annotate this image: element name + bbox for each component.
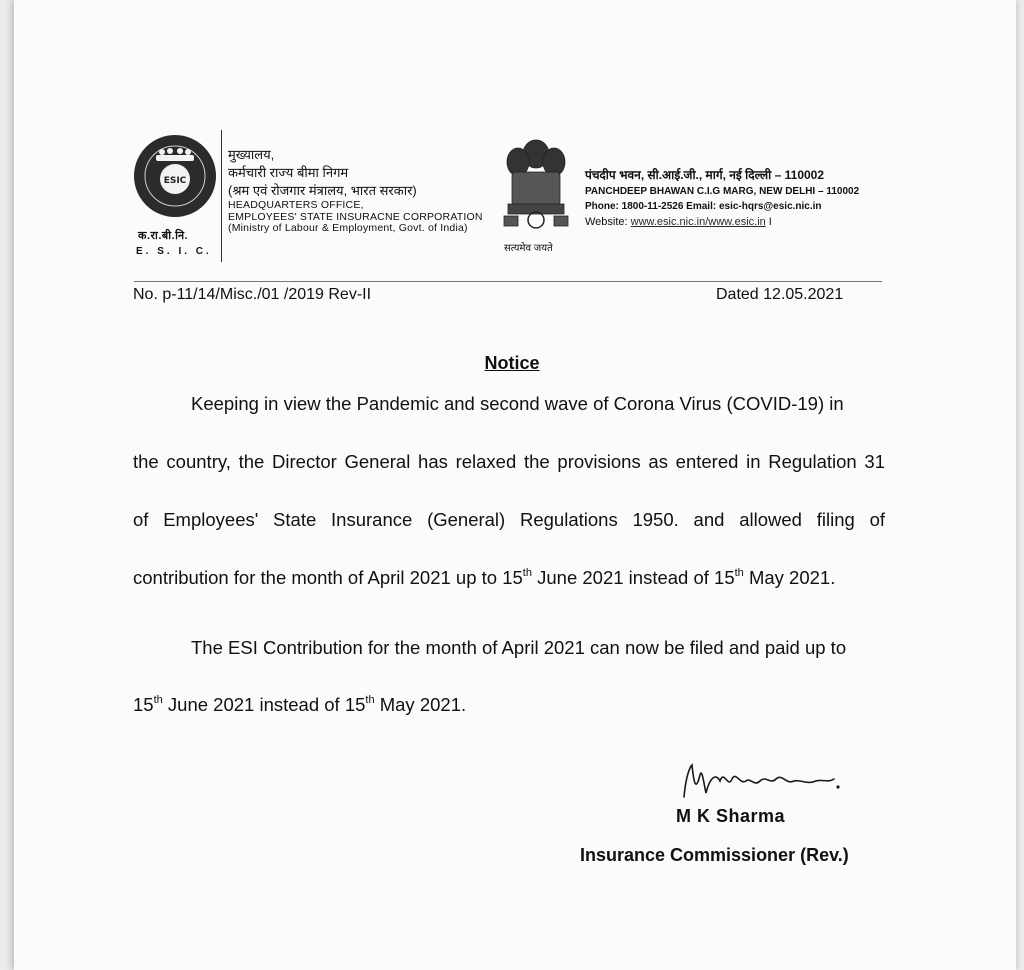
emblem-motto: सत्यमेव जयते: [504, 243, 553, 254]
notice-title: Notice: [484, 353, 540, 373]
website-label: Website:: [585, 216, 628, 228]
hq-address-block: [228, 146, 498, 235]
superscript-th: th: [153, 694, 163, 706]
office-contact-block: [585, 166, 875, 230]
para1-line2: the country, the Director General has relaxed the provisions as entered in Regulation 31: [133, 451, 885, 472]
superscript-th: th: [522, 567, 532, 579]
esic-hindi-abbr: क.रा.बी.नि.: [138, 230, 189, 242]
esic-english-abbr: E. S. I. C.: [136, 246, 212, 257]
address-english: PANCHDEEP BHAWAN C.I.G MARG, NEW DELHI – 110002: [585, 186, 860, 197]
header-divider: [221, 130, 222, 262]
para1-line4: [133, 567, 835, 589]
hq-hindi-line-2: कर्मचारी राज्य बीमा निगम: [228, 165, 349, 180]
superscript-th: th: [734, 567, 744, 579]
phone-email: Phone: 1800-11-2526 Email: esic-hqrs@esic.nic.in: [585, 201, 822, 212]
para2-line2-a: 15: [133, 694, 154, 715]
hq-english-line-3: (Ministry of Labour & Employment, Govt. of India): [228, 222, 468, 234]
signatory-name: M K Sharma: [676, 806, 786, 826]
hq-hindi-line-1: मुख्यालय,: [228, 147, 275, 162]
website-link[interactable]: www.esic.nic.in/www.esic.in: [630, 216, 766, 228]
signatory-designation: Insurance Commissioner (Rev.): [580, 845, 849, 865]
para2-line2-c: May 2021.: [374, 694, 467, 715]
national-emblem-icon: [496, 132, 576, 242]
para1-line3: of Employees' State Insurance (General) Regulations 1950. and allowed filing of: [133, 509, 885, 530]
letter-date: Dated 12.05.2021: [716, 286, 844, 303]
handwritten-signature: [676, 755, 856, 805]
superscript-th: th: [365, 694, 375, 706]
para2-line1: The ESI Contribution for the month of April 2021 can now be filed and paid up to: [191, 637, 847, 658]
para2-line2: [133, 694, 466, 716]
esic-logo: [134, 135, 216, 217]
logo-text: ESIC: [163, 176, 187, 186]
hq-english-line-2: EMPLOYEES' STATE INSURACNE CORPORATION: [228, 210, 483, 223]
hq-english-line-1: HEADQUARTERS OFFICE,: [228, 199, 364, 211]
para1-line1: Keeping in view the Pandemic and second wave of Corona Virus (COVID-19) in: [191, 393, 844, 414]
reference-number: No. p-11/14/Misc./01 /2019 Rev-II: [133, 286, 372, 303]
para1-line4-a: contribution for the month of April 2021 up to 15: [133, 567, 523, 588]
header-rule: [134, 281, 882, 282]
para1-line4-b: June 2021 instead of 15: [531, 567, 735, 588]
para2-line2-b: June 2021 instead of 15: [162, 694, 366, 715]
para1-line4-c: May 2021.: [743, 567, 836, 588]
website-suffix: I: [765, 216, 772, 228]
website-line: [585, 214, 875, 230]
address-hindi: पंचदीप भवन, सी.आई.जी., मार्ग, नई दिल्ली – 110002: [585, 168, 825, 182]
hq-hindi-line-3: (श्रम एवं रोजगार मंत्रालय, भारत सरकार): [228, 183, 417, 198]
